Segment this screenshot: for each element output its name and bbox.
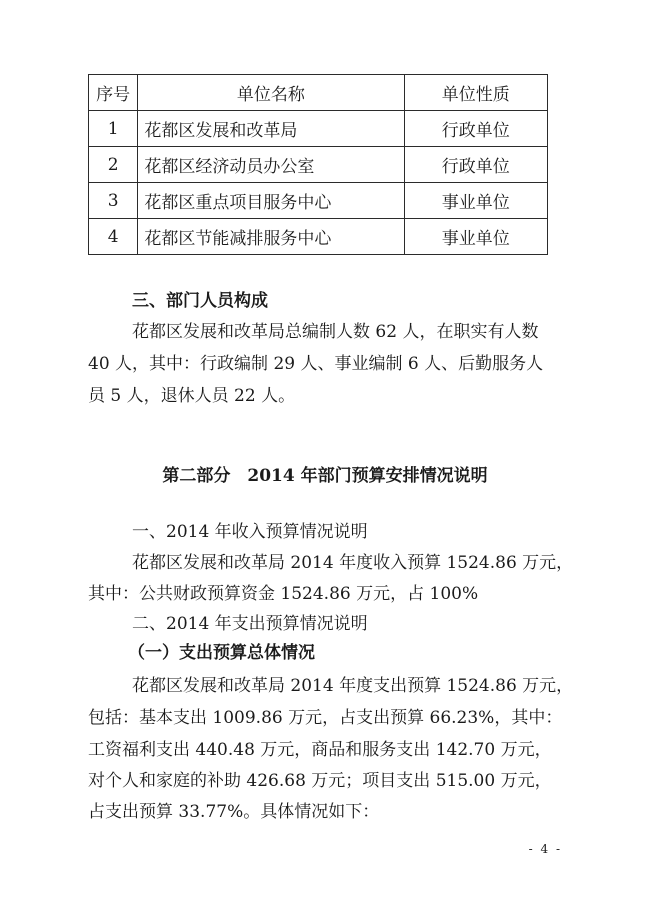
table-cell: 事业单位 xyxy=(404,219,548,255)
paragraph-line: 花都区发展和改革局 2014 年度收入预算 1524.86 万元， xyxy=(132,553,574,573)
section-heading: 一、2014 年收入预算情况说明 xyxy=(132,522,368,542)
table-cell: 3 xyxy=(89,183,138,219)
paragraph-line: 工资福利支出 440.48 万元，商品和服务支出 142.70 万元， xyxy=(88,740,552,760)
table-cell: 1 xyxy=(89,111,138,147)
table-cell: 花都区重点项目服务中心 xyxy=(138,183,404,219)
table-cell: 行政单位 xyxy=(404,147,548,183)
paragraph-line: 包括：基本支出 1009.86 万元，占支出预算 66.23%，其中： xyxy=(88,708,563,728)
table-cell: 事业单位 xyxy=(404,183,548,219)
section-heading: 二、2014 年支出预算情况说明 xyxy=(132,614,368,634)
table-cell: 花都区经济动员办公室 xyxy=(138,147,404,183)
paragraph-line: 占支出预算 33.77%。具体情况如下： xyxy=(88,802,380,822)
part-title: 第二部分 2014 年部门预算安排情况说明 xyxy=(162,466,488,486)
table-header-row xyxy=(89,75,548,111)
table-header-cell: 单位名称 xyxy=(138,75,404,111)
table-cell: 花都区节能减排服务中心 xyxy=(138,219,404,255)
unit-table xyxy=(88,74,548,255)
paragraph-line: 对个人和家庭的补助 426.68 万元；项目支出 515.00 万元， xyxy=(88,771,552,791)
table-row xyxy=(89,183,548,219)
table-cell: 行政单位 xyxy=(404,111,548,147)
table-row xyxy=(89,147,548,183)
paragraph-line: 花都区发展和改革局 2014 年度支出预算 1524.86 万元， xyxy=(132,676,574,696)
table-header-cell: 单位性质 xyxy=(404,75,548,111)
paragraph-line: 其中：公共财政预算资金 1524.86 万元，占 100% xyxy=(88,584,479,604)
subsection-heading: （一）支出预算总体情况 xyxy=(128,643,315,663)
paragraph-line: 花都区发展和改革局总编制人数 62 人，在职实有人数 xyxy=(132,322,539,342)
table-cell: 花都区发展和改革局 xyxy=(138,111,404,147)
table-header-cell: 序号 xyxy=(89,75,138,111)
table-cell: 4 xyxy=(89,219,138,255)
page-number: - 4 - xyxy=(528,842,562,856)
paragraph-line: 员 5 人，退休人员 22 人。 xyxy=(88,386,296,406)
paragraph-line: 40 人，其中：行政编制 29 人、事业编制 6 人、后勤服务人 xyxy=(88,354,544,374)
table-cell: 2 xyxy=(89,147,138,183)
table-row xyxy=(89,111,548,147)
section-heading: 三、部门人员构成 xyxy=(132,291,268,311)
table-row xyxy=(89,219,548,255)
